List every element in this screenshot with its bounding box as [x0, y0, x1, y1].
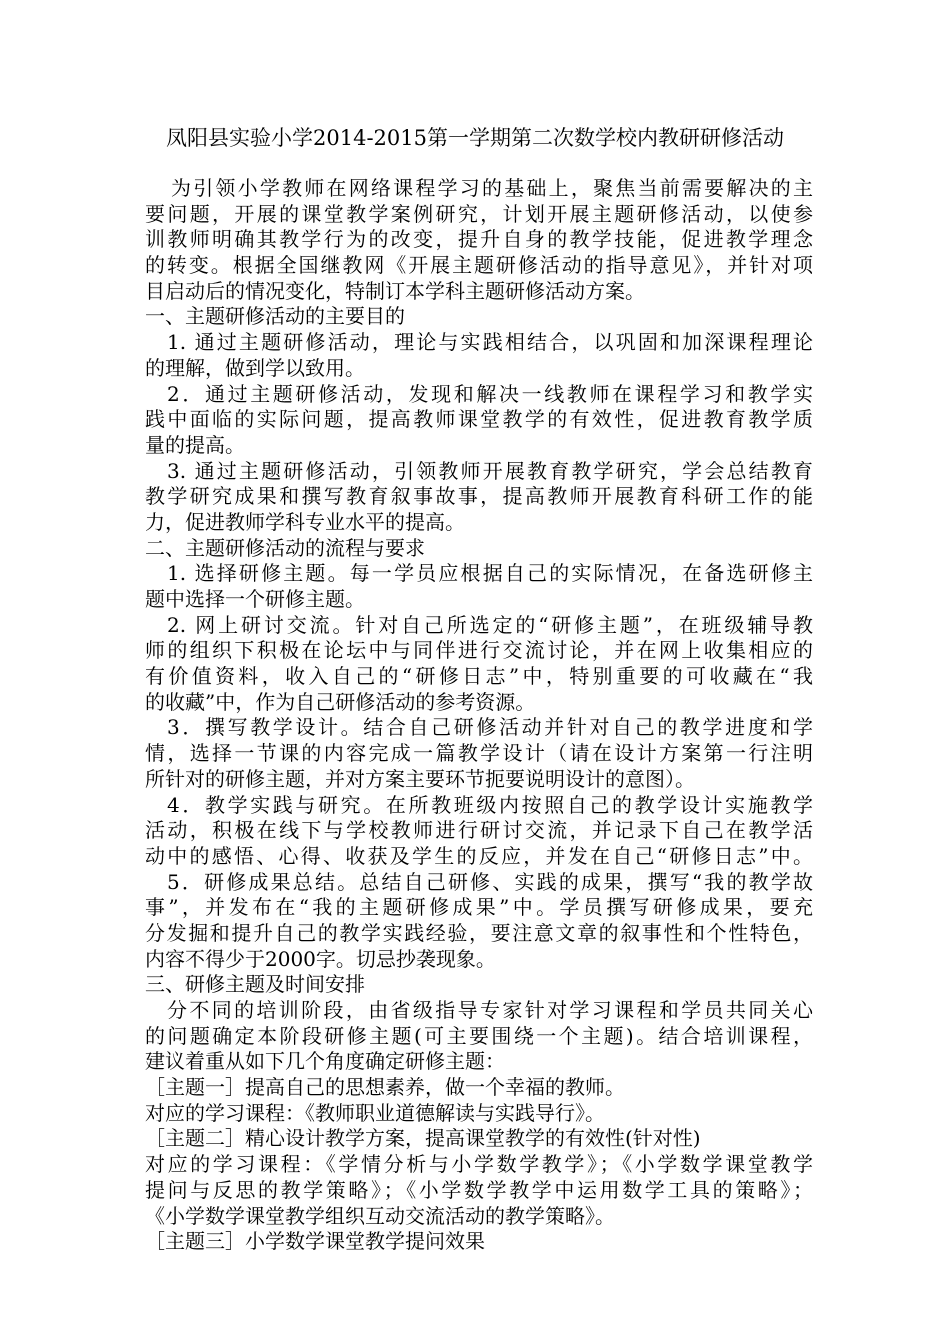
paragraph-line: 活动，积极在线下与学校教师进行研讨交流，并记录下自己在教学活 [145, 818, 813, 843]
course-line: 提问与反思的教学策略》；《小学数学教学中运用数学工具的策略》； [145, 1177, 813, 1202]
paragraph-line: 分发掘和提升自己的教学实践经验，要注意文章的叙事性和个性特色， [145, 920, 813, 945]
paragraph-line: 题中选择一个研修主题。 [145, 587, 365, 611]
paragraph-line: 践中面临的实际问题，提高教师课堂教学的有效性，促进教育教学质 [145, 407, 813, 432]
course-line: 对应的学习课程：《学情分析与小学数学教学》；《小学数学课堂教学 [145, 1152, 813, 1177]
topic-heading: ［主题三］小学数学课堂教学提问效果 [145, 1229, 485, 1254]
paragraph-line: 内容不得少于2000字。切忌抄袭现象。 [145, 946, 496, 971]
paragraph-line: 力，促进教师学科专业水平的提高。 [145, 509, 465, 534]
paragraph-line: 的理解，做到学以致用。 [145, 355, 365, 380]
paragraph-line: 4．教学实践与研究。在所教班级内按照自己的教学设计实施教学 [167, 792, 813, 817]
course-line: 对应的学习课程：《教师职业道德解读与实践导行》。 [145, 1100, 605, 1125]
paragraph-line: 动中的感悟、心得、收获及学生的反应，并发在自己“研修日志”中。 [145, 843, 813, 868]
section-heading: 一、主题研修活动的主要目的 [145, 304, 405, 329]
paragraph-line: 量的提高。 [145, 432, 245, 457]
paragraph-line: 1. 选择研修主题。每一学员应根据自己的实际情况，在备选研修主 [167, 561, 813, 586]
paragraph-line: 3. 通过主题研修活动，引领教师开展教育教学研究，学会总结教育 [167, 458, 813, 483]
section-heading: 三、研修主题及时间安排 [145, 972, 365, 997]
paragraph-line: 目启动后的情况变化，特制订本学科主题研修活动方案。 [145, 278, 645, 303]
paragraph-line: 2．通过主题研修活动，发现和解决一线教师在课程学习和教学实 [167, 381, 813, 406]
paragraph-line: 教学研究成果和撰写教育叙事故事，提高教师开展教育科研工作的能 [145, 484, 813, 509]
paragraph-line: 3．撰写教学设计。结合自己研修活动并针对自己的教学进度和学 [167, 715, 813, 740]
paragraph-line: 的转变。根据全国继教网《开展主题研修活动的指导意见》，并针对项 [145, 253, 813, 278]
paragraph-line: 事”，并发布在“我的主题研修成果”中。学员撰写研修成果，要充 [145, 895, 813, 920]
paragraph-line: 的收藏”中，作为自己研修活动的参考资源。 [145, 689, 536, 714]
paragraph-line: 师的组织下积极在论坛中与同伴进行交流讨论，并在网上收集相应的 [145, 638, 813, 663]
paragraph-line: 情，选择一节课的内容完成一篇教学设计（请在设计方案第一行注明 [145, 741, 813, 766]
paragraph-line: 1. 通过主题研修活动，理论与实践相结合，以巩固和加深课程理论 [167, 330, 813, 355]
document-body [145, 176, 813, 1255]
paragraph-line: 有价值资料，收入自己的“研修日志”中，特别重要的可收藏在“我 [145, 664, 813, 689]
paragraph-line: 要问题，开展的课堂教学案例研究，计划开展主题研修活动，以使参 [145, 201, 813, 226]
section-heading: 二、主题研修活动的流程与要求 [145, 535, 425, 560]
paragraph-line: 为引领小学教师在网络课程学习的基础上，聚焦当前需要解决的主 [171, 176, 813, 200]
course-line: 《小学数学课堂教学组织互动交流活动的教学策略》。 [145, 1203, 615, 1228]
paragraph-line: 建议着重从如下几个角度确定研修主题： [145, 1049, 505, 1074]
paragraph-line: 2. 网上研讨交流。针对自己所选定的“研修主题”，在班级辅导教 [167, 612, 813, 637]
topic-heading: ［主题一］提高自己的思想素养，做一个幸福的教师。 [145, 1075, 625, 1100]
paragraph-line: 5．研修成果总结。总结自己研修、实践的成果，撰写“我的教学故 [167, 869, 813, 894]
document-title: 凤阳县实验小学2014-2015第一学期第二次数学校内教研研修活动 [166, 126, 784, 150]
paragraph-line: 训教师明确其教学行为的改变，提升自身的教学技能，促进教学理念 [145, 227, 813, 252]
topic-heading: ［主题二］精心设计教学方案，提高课堂教学的有效性(针对性) [145, 1126, 701, 1151]
paragraph-line: 分不同的培训阶段，由省级指导专家针对学习课程和学员共同关心 [167, 998, 813, 1022]
paragraph-line: 的问题确定本阶段研修主题(可主要围绕一个主题)。结合培训课程， [145, 1023, 813, 1048]
paragraph-line: 所针对的研修主题，并对方案主要环节扼要说明设计的意图）。 [145, 766, 695, 791]
